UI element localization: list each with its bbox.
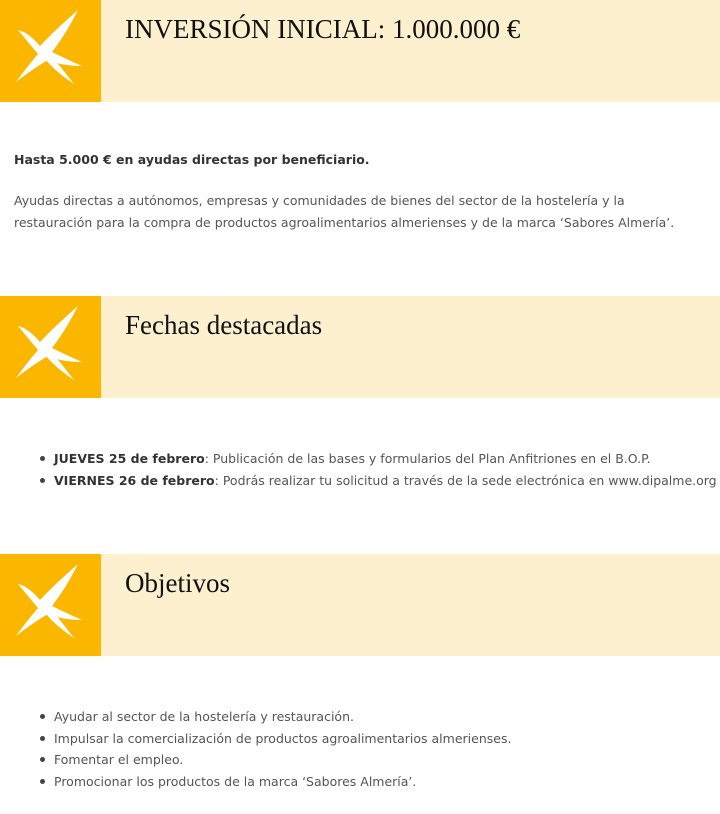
- sabores-almeria-logo-icon: [0, 554, 101, 656]
- date-text: : Publicación de las bases y formularios del Plan Anfitriones en el B.O.P.: [204, 451, 651, 466]
- date-label: JUEVES 25 de febrero: [54, 451, 205, 466]
- sabores-almeria-logo-icon: [0, 296, 101, 398]
- list-item: [40, 470, 717, 492]
- section-header-dates: [0, 296, 720, 398]
- list-item: Impulsar la comercialización de productos agroalimentarios almerienses.: [40, 728, 710, 750]
- section-header-objectives: [0, 554, 720, 656]
- date-text: : Podrás realizar tu solicitud a través de la sede electrónica en www.dipalme.org: [214, 472, 717, 488]
- section-title-dates: Fechas destacadas: [125, 310, 323, 340]
- dates-list: [40, 448, 717, 491]
- list-item: Fomentar el empleo.: [40, 749, 710, 771]
- section-title-investment: INVERSIÓN INICIAL: 1.000.000 €: [125, 14, 521, 44]
- section-header-investment: [0, 0, 720, 102]
- investment-paragraph: Ayudas directas a autónomos, empresas y comunidades de bienes del sector de la hostelería y la restauración para la compra de productos agroalimentarios almerienses y de la marca ‘Sabores Almería’.: [14, 193, 675, 230]
- section-title-objectives: Objetivos: [125, 568, 230, 598]
- objectives-list: [40, 706, 710, 792]
- list-item: [40, 448, 710, 470]
- investment-lead: Hasta 5.000 € en ayudas directas por beneficiario.: [14, 152, 370, 167]
- date-label: VIERNES 26 de febrero: [54, 472, 215, 488]
- list-item: Ayudar al sector de la hostelería y restauración.: [40, 706, 710, 728]
- list-item: Promocionar los productos de la marca ‘Sabores Almería’.: [40, 771, 710, 793]
- sabores-almeria-logo-icon: [0, 0, 101, 102]
